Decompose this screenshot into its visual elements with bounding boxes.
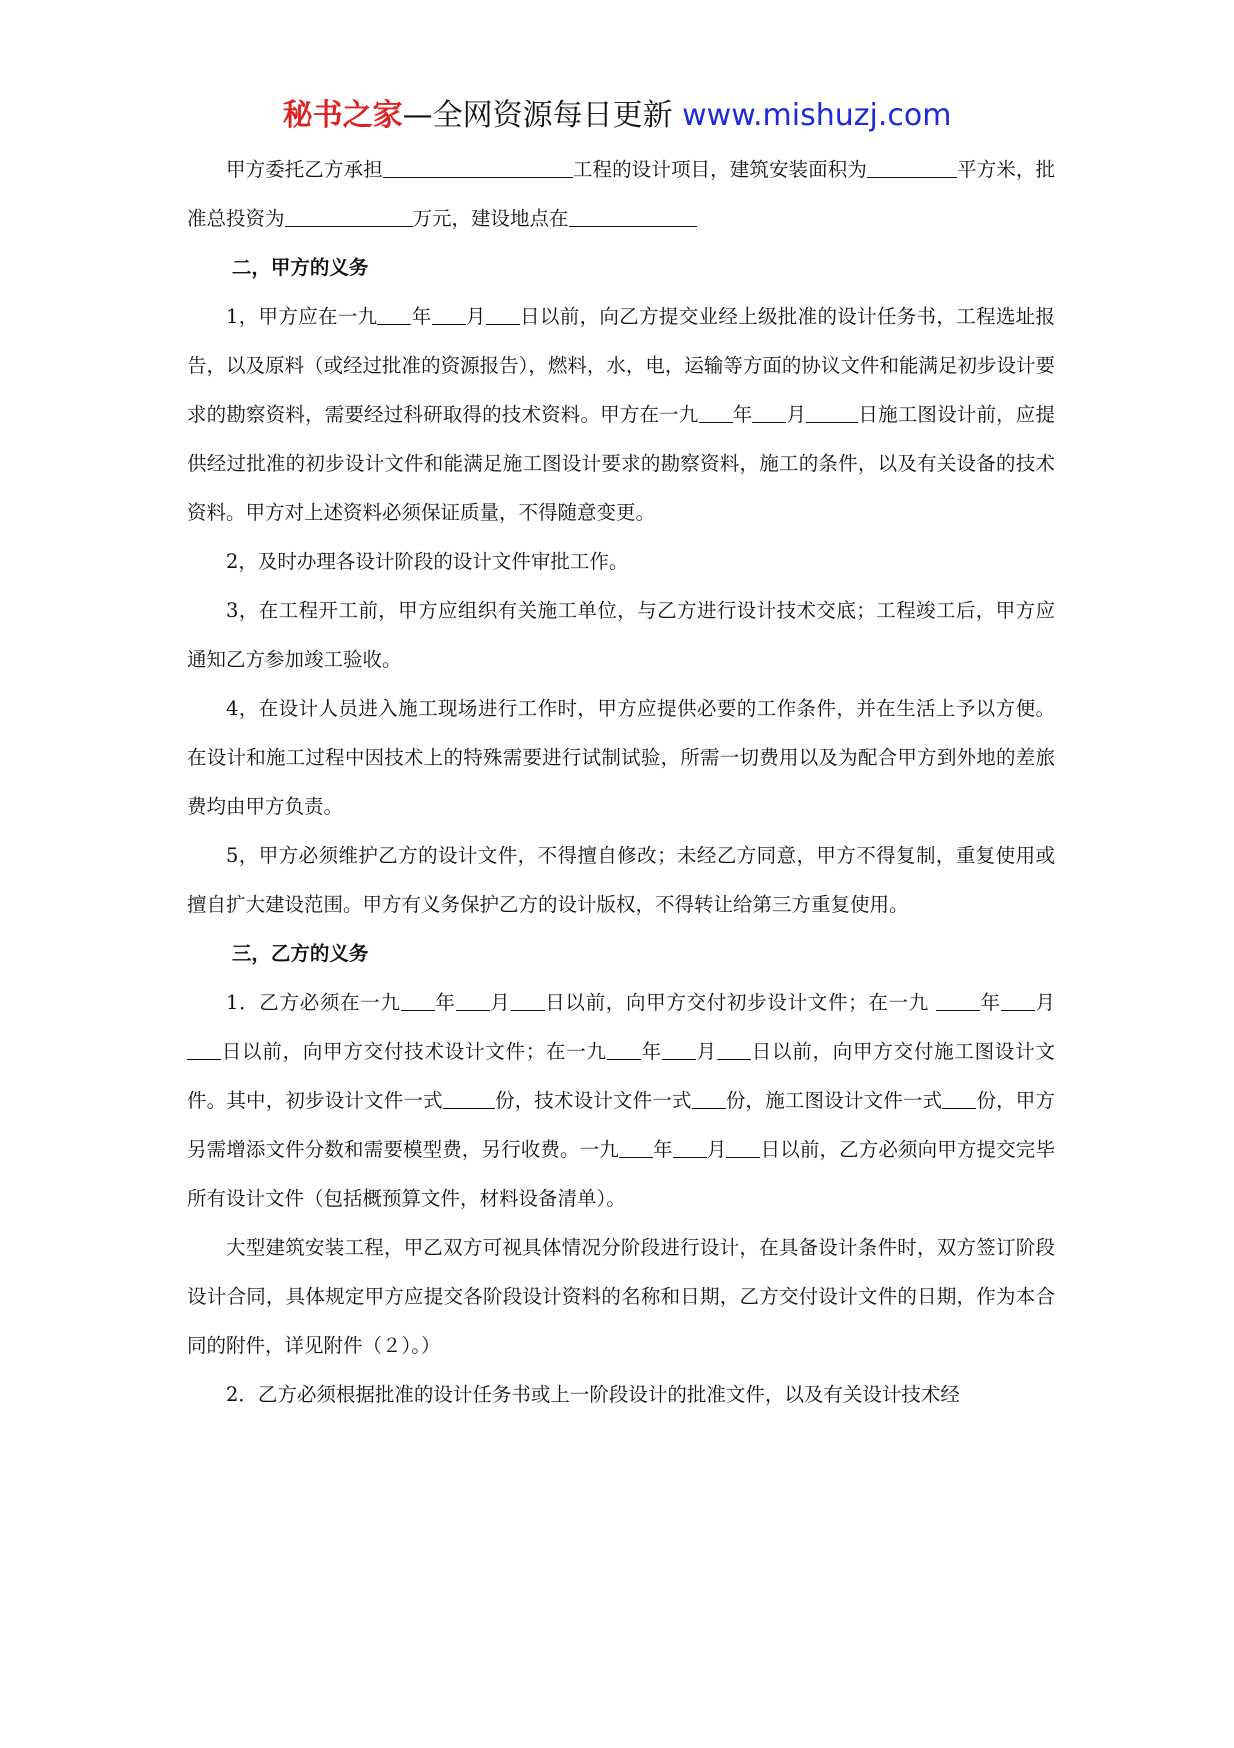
day-blank[interactable]	[187, 1040, 221, 1060]
area-blank[interactable]	[867, 158, 957, 178]
copies-blank[interactable]	[443, 1089, 495, 1109]
day-blank[interactable]	[806, 403, 858, 423]
year-blank[interactable]	[401, 991, 435, 1011]
banner-tagline: —全网资源每日更新	[402, 98, 683, 133]
copies-blank[interactable]	[692, 1089, 726, 1109]
day-blank[interactable]	[486, 305, 520, 325]
project-name-blank[interactable]	[383, 158, 573, 178]
year-blank[interactable]	[936, 991, 980, 1011]
day-blank[interactable]	[717, 1040, 751, 1060]
section-heading-party-b: 三，乙方的义务	[231, 942, 369, 965]
year-blank[interactable]	[607, 1040, 641, 1060]
year-blank[interactable]	[377, 305, 411, 325]
party-a-item-5: 5，甲方必须维护乙方的设计文件，不得擅自修改；未经乙方同意，甲方不得复制，重复使用或擅自扩大建设范围。甲方有义务保护乙方的设计版权，不得转让给第三方重复使用。	[187, 844, 1055, 916]
party-b-item-1: 1．乙方必须在一九 年 月 日以前，向甲方交付初步设计文件；在一九 年 月日以前，向甲方交付技术设计文件；在一九 年 月 日以前，向甲方交付施工图设计文件。其中，初步设计文件一式 份，技术设计文件一式 份，施工图设计文件一式 份，甲方另需增添文件分数和需要模型费，另行收费。一九 年 月 日以前，乙方必须向甲方提交完毕所有设计文件（包括概预算文件，材料设备清单）。	[187, 991, 1055, 1210]
party-a-item-1: 1，甲方应在一九 年 月 日以前，向乙方提交业经上级批准的设计任务书，工程选址报告，以及原料（或经过批准的资源报告），燃料，水，电，运输等方面的协议文件和能满足初步设计要求的勘察资料，需要经过科研取得的技术资料。甲方在一九 年 月 日施工图设计前，应提供经过批准的初步设计文件和能满足施工图设计要求的勘察资料，施工的条件，以及有关设备的技术资料。甲方对上述资料必须保证质量，不得随意变更。	[187, 305, 1055, 524]
year-blank[interactable]	[699, 403, 733, 423]
month-blank[interactable]	[456, 991, 490, 1011]
party-a-item-3: 3，在工程开工前，甲方应组织有关施工单位，与乙方进行设计技术交底；工程竣工后，甲方应通知乙方参加竣工验收。	[187, 599, 1055, 671]
contract-body	[187, 145, 1055, 1419]
brand-name: 秘书之家	[282, 98, 403, 133]
month-blank[interactable]	[673, 1138, 707, 1158]
month-blank[interactable]	[432, 305, 466, 325]
day-blank[interactable]	[511, 991, 545, 1011]
month-blank[interactable]	[752, 403, 786, 423]
site-banner	[0, 96, 1234, 136]
site-url-link[interactable]: www.mishuzj.com	[682, 98, 952, 133]
day-blank[interactable]	[726, 1138, 760, 1158]
investment-blank[interactable]	[285, 207, 413, 227]
year-blank[interactable]	[619, 1138, 653, 1158]
month-blank[interactable]	[1001, 991, 1035, 1011]
party-b-item-2: 2．乙方必须根据批准的设计任务书或上一阶段设计的批准文件，以及有关设计技术经	[226, 1383, 960, 1406]
party-b-note: 大型建筑安装工程，甲乙双方可视具体情况分阶段进行设计，在具备设计条件时，双方签订阶段设计合同，具体规定甲方应提交各阶段设计资料的名称和日期，乙方交付设计文件的日期，作为本合同的附件，详见附件（２）。）	[187, 1236, 1055, 1357]
party-a-item-4: 4，在设计人员进入施工现场进行工作时，甲方应提供必要的工作条件，并在生活上予以方便。在设计和施工过程中因技术上的特殊需要进行试制试验，所需一切费用以及为配合甲方到外地的差旅费均由甲方负责。	[187, 697, 1055, 818]
section-heading-party-a: 二，甲方的义务	[231, 256, 369, 279]
month-blank[interactable]	[662, 1040, 696, 1060]
intro-paragraph: 甲方委托乙方承担 工程的设计项目，建筑安装面积为 平方米，批准总投资为 万元，建设地点在	[187, 158, 1055, 230]
location-blank[interactable]	[569, 207, 697, 227]
copies-blank[interactable]	[942, 1089, 976, 1109]
party-a-item-2: 2，及时办理各设计阶段的设计文件审批工作。	[226, 550, 629, 573]
